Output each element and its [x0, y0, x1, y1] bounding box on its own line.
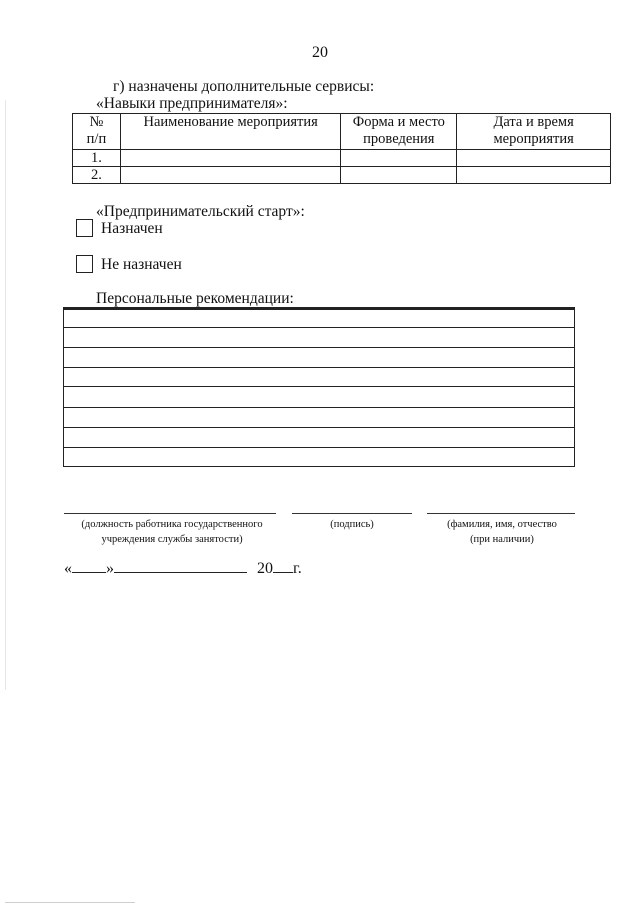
event-date-cell[interactable] — [457, 150, 611, 167]
date-close-quote: » — [106, 560, 114, 577]
recommendations-heading: Персональные рекомендации: — [96, 290, 294, 307]
scan-bottom-line — [5, 902, 135, 903]
col-header-form-place — [341, 114, 457, 150]
table-row — [73, 150, 611, 167]
row-number: 1. — [73, 150, 121, 167]
signature-caption — [292, 517, 412, 532]
day-blank[interactable] — [72, 558, 106, 573]
recommendation-line — [64, 386, 574, 387]
recommendation-line — [64, 327, 574, 328]
fullname-signature-line — [427, 513, 575, 514]
year-suffix: г. — [293, 560, 302, 577]
assigned-checkbox[interactable] — [76, 219, 93, 237]
col-header-form-line1: Форма и место — [352, 114, 445, 130]
assigned-label: Назначен — [101, 220, 163, 237]
fullname-caption — [427, 517, 577, 547]
event-date-cell[interactable] — [457, 167, 611, 184]
table-row — [73, 167, 611, 184]
page-number: 20 — [312, 44, 328, 61]
position-caption-line1: (должность работника государственного — [81, 519, 263, 530]
col-header-date-time — [457, 114, 611, 150]
month-blank[interactable] — [114, 558, 247, 573]
col-header-number-line2: п/п — [86, 131, 107, 147]
position-signature-line — [64, 513, 276, 514]
row-number: 2. — [73, 167, 121, 184]
date-open-quote: « — [64, 560, 72, 577]
recommendation-line — [64, 367, 574, 368]
signature-line — [292, 513, 412, 514]
col-header-form-line2: проведения — [363, 131, 435, 147]
event-form-cell[interactable] — [341, 150, 457, 167]
start-heading: «Предпринимательский старт»: — [96, 203, 305, 220]
recommendation-line — [64, 308, 574, 310]
col-header-date-line2: мероприятия — [493, 131, 574, 147]
event-name-cell[interactable] — [120, 150, 341, 167]
fullname-caption-line1: (фамилия, имя, отчество — [447, 519, 557, 530]
not-assigned-checkbox[interactable] — [76, 255, 93, 273]
year-blank[interactable] — [273, 558, 293, 573]
col-header-number — [73, 114, 121, 150]
event-name-cell[interactable] — [120, 167, 341, 184]
position-caption-line2: учреждения службы занятости) — [101, 534, 243, 545]
event-form-cell[interactable] — [341, 167, 457, 184]
year-prefix: 20 — [257, 560, 273, 577]
col-header-event-name — [120, 114, 341, 150]
col-header-event-name-text: Наименование мероприятия — [143, 114, 318, 130]
recommendation-line — [64, 427, 574, 428]
recommendation-line — [64, 407, 574, 408]
recommendations-box[interactable] — [63, 307, 575, 467]
recommendation-line — [64, 347, 574, 348]
signature-caption-text: (подпись) — [330, 519, 374, 530]
col-header-date-line1: Дата и время — [493, 114, 574, 130]
fullname-caption-line2: (при наличии) — [470, 534, 534, 545]
services-heading: г) назначены дополнительные сервисы: — [113, 78, 375, 95]
position-caption — [64, 517, 280, 547]
not-assigned-label: Не назначен — [101, 256, 182, 273]
scan-margin-line — [5, 100, 6, 690]
recommendation-line — [64, 447, 574, 448]
events-table-header — [73, 114, 611, 150]
events-table — [72, 113, 611, 184]
date-row — [64, 558, 302, 578]
col-header-number-line1: № — [89, 114, 104, 130]
skills-subheading: «Навыки предпринимателя»: — [96, 95, 288, 112]
